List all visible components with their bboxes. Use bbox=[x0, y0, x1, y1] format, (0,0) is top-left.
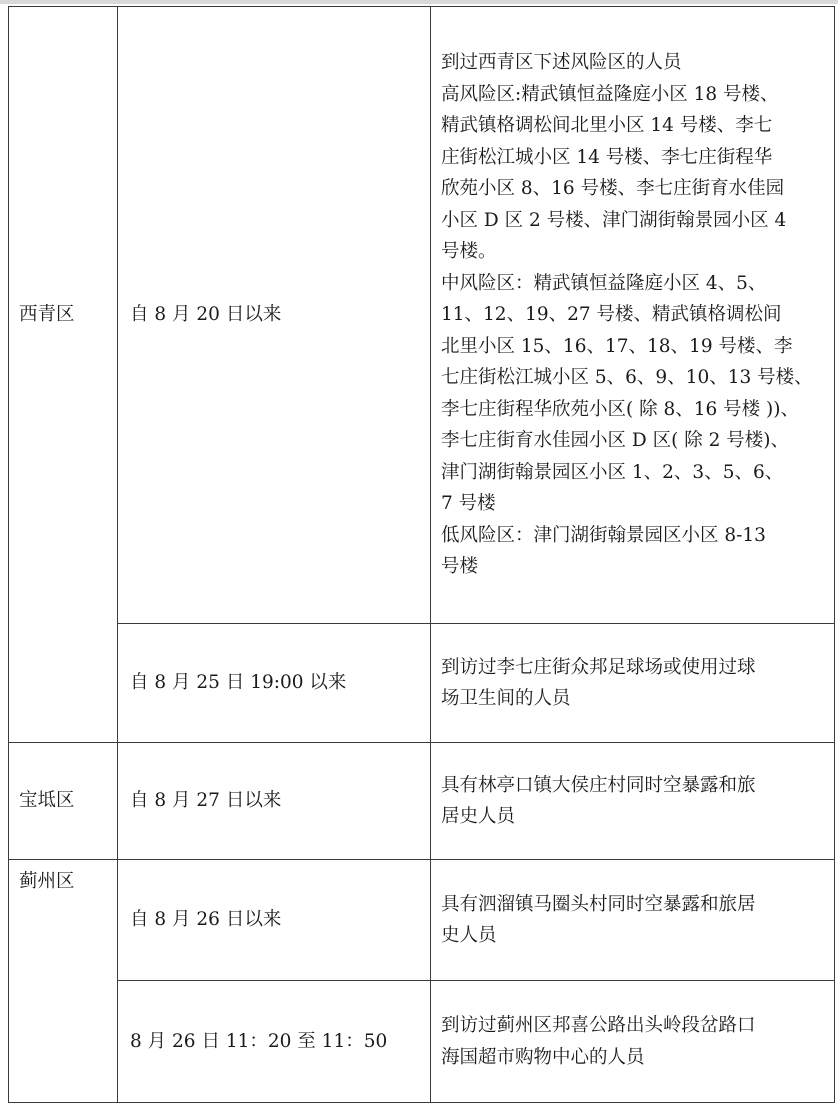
table-row bbox=[9, 981, 835, 1103]
detail-cell bbox=[431, 860, 835, 981]
time-label: 自 8 月 26 日以来 bbox=[130, 909, 282, 931]
detail-line: 高风险区:精武镇恒益隆庭小区 18 号楼、 bbox=[441, 83, 779, 105]
district-label: 蓟州区 bbox=[19, 871, 75, 892]
detail-line: 史人员 bbox=[441, 925, 497, 946]
time-cell bbox=[118, 7, 431, 624]
district-label: 宝坻区 bbox=[19, 790, 75, 812]
time-label: 自 8 月 25 日 19:00 以来 bbox=[130, 672, 347, 694]
detail-line: 低风险区：津门湖街翰景园区小区 8-13 bbox=[441, 524, 766, 546]
table-row bbox=[9, 7, 835, 624]
detail-line: 北里小区 15、16、17、18、19 号楼、李 bbox=[441, 335, 793, 357]
detail-text bbox=[441, 889, 824, 952]
detail-line: 李七庄街程华欣苑小区( 除 8、16 号楼 ))、 bbox=[441, 398, 799, 420]
detail-line: 中风险区：精武镇恒益隆庭小区 4、5、 bbox=[441, 272, 767, 294]
table-row bbox=[9, 743, 835, 860]
detail-line: 到访过李七庄街众邦足球场或使用过球 bbox=[441, 656, 756, 678]
detail-line: 到过西青区下述风险区的人员 bbox=[441, 52, 682, 74]
detail-line: 具有林亭口镇大侯庄村同时空暴露和旅 bbox=[441, 774, 756, 796]
time-cell bbox=[118, 743, 431, 860]
time-label: 自 8 月 27 日以来 bbox=[130, 790, 282, 812]
detail-line: 具有泗溜镇马圈头村同时空暴露和旅居 bbox=[441, 893, 756, 915]
detail-line: 欣苑小区 8、16 号楼、李七庄街育水佳园 bbox=[441, 178, 785, 200]
detail-text bbox=[441, 770, 824, 833]
detail-text bbox=[441, 1010, 824, 1073]
time-label: 8 月 26 日 11：20 至 11：50 bbox=[130, 1030, 388, 1052]
district-cell bbox=[9, 743, 118, 860]
detail-line: 七庄街松江城小区 5、6、9、10、13 号楼、 bbox=[441, 367, 813, 389]
time-cell bbox=[118, 981, 431, 1103]
detail-line: 场卫生间的人员 bbox=[441, 688, 571, 709]
detail-line: 7 号楼 bbox=[441, 493, 496, 515]
detail-cell bbox=[431, 624, 835, 743]
detail-line: 号楼。 bbox=[441, 241, 497, 263]
detail-line: 精武镇格调松间北里小区 14 号楼、李七 bbox=[441, 115, 773, 137]
district-cell bbox=[9, 860, 118, 1103]
detail-cell bbox=[431, 743, 835, 860]
detail-text bbox=[441, 652, 824, 715]
top-border bbox=[0, 0, 838, 4]
detail-line: 小区 D 区 2 号楼、津门湖街翰景园小区 4 bbox=[441, 209, 787, 231]
detail-line: 11、12、19、27 号楼、精武镇格调松间 bbox=[441, 304, 782, 326]
detail-line: 海国超市购物中心的人员 bbox=[441, 1046, 645, 1068]
detail-cell bbox=[431, 7, 835, 624]
district-label: 西青区 bbox=[19, 303, 75, 325]
district-cell bbox=[9, 7, 118, 743]
risk-area-table bbox=[8, 6, 835, 1103]
time-cell bbox=[118, 860, 431, 981]
detail-line: 李七庄街育水佳园小区 D 区( 除 2 号楼)、 bbox=[441, 430, 789, 452]
detail-text bbox=[441, 47, 824, 583]
detail-line: 到访过蓟州区邦喜公路出头岭段岔路口 bbox=[441, 1015, 756, 1036]
table-row bbox=[9, 860, 835, 981]
time-label: 自 8 月 20 日以来 bbox=[130, 304, 282, 326]
time-cell bbox=[118, 624, 431, 743]
detail-line: 号楼 bbox=[441, 556, 479, 578]
detail-line: 居史人员 bbox=[441, 806, 516, 827]
detail-cell bbox=[431, 981, 835, 1103]
detail-line: 庄街松江城小区 14 号楼、李七庄街程华 bbox=[441, 146, 773, 168]
table-row bbox=[9, 624, 835, 743]
detail-line: 津门湖街翰景园区小区 1、2、3、5、6、 bbox=[441, 461, 784, 483]
